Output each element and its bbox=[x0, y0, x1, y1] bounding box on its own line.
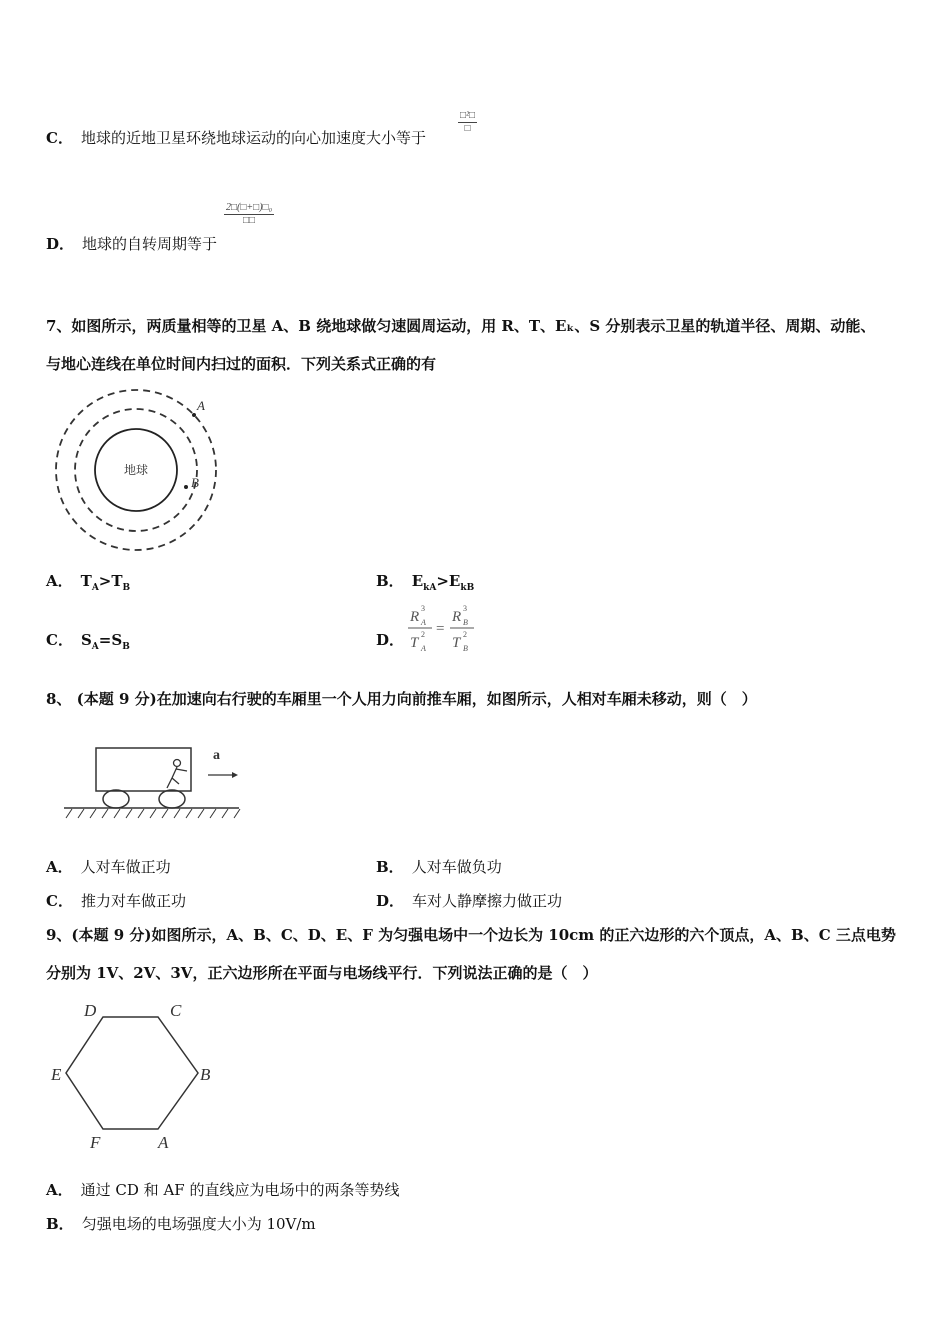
acceleration-label: a bbox=[213, 748, 220, 763]
option-label: D． bbox=[46, 235, 75, 253]
q6-d-fraction bbox=[224, 202, 274, 227]
satellite-a-dot bbox=[192, 413, 196, 417]
q8-cart-figure bbox=[64, 738, 244, 823]
option-text: 人对车做负功 bbox=[411, 858, 502, 876]
operator: > bbox=[436, 572, 449, 590]
option-label: C． bbox=[46, 631, 73, 649]
subscript: B bbox=[122, 642, 130, 652]
option-label: C． bbox=[46, 129, 73, 147]
symbol: S bbox=[80, 631, 92, 649]
vertex-c-label: C bbox=[170, 1001, 182, 1020]
option-label: C． bbox=[46, 892, 73, 910]
vertex-f-label: F bbox=[90, 1133, 101, 1152]
formula-t-b: T bbox=[452, 635, 461, 651]
option-label: D． bbox=[376, 631, 405, 649]
option-text: 通过 CD 和 AF 的直线应为电场中的两条等势线 bbox=[80, 1181, 400, 1199]
q8-option-c bbox=[46, 890, 186, 911]
q9-stem-line2: 分别为 1V、2V、3V，正六边形所在平面与电场线平行．下列说法正确的是（ ） bbox=[46, 964, 598, 982]
operator: = bbox=[98, 631, 112, 649]
option-text: 推力对车做正功 bbox=[80, 892, 186, 910]
option-text: 地球的自转周期等于 bbox=[82, 235, 218, 253]
formula-power: 2 bbox=[421, 630, 425, 639]
operator: > bbox=[98, 572, 112, 590]
q8-option-b bbox=[376, 856, 502, 877]
q8-option-d bbox=[376, 890, 562, 911]
vertex-a-label: A bbox=[158, 1133, 169, 1152]
q7-stem-line1: 7、如图所示，两质量相等的卫星 A、B 绕地球做匀速圆周运动，用 R、T、Eₖ、S 分别表示卫星的轨道半径、周期、动能、 bbox=[46, 317, 876, 335]
ground-hatch bbox=[66, 809, 240, 818]
option-text: 人对车做正功 bbox=[80, 858, 171, 876]
q7-stem-line2: 与地心连线在单位时间内扫过的面积．下列关系式正确的有 bbox=[46, 355, 437, 373]
fraction-numerator: □²□ bbox=[460, 110, 476, 121]
q6-option-c bbox=[46, 127, 426, 148]
fraction-numerator: 2□(□+□)□₀ bbox=[226, 202, 273, 213]
formula-r-a: R bbox=[410, 609, 420, 625]
satellite-b-dot bbox=[184, 485, 188, 489]
subscript: kB bbox=[460, 583, 475, 593]
q6-c-fraction bbox=[458, 110, 477, 135]
option-label: B． bbox=[46, 1215, 74, 1233]
wheel-left bbox=[103, 790, 129, 808]
q7-d-formula bbox=[404, 602, 484, 658]
option-label: A． bbox=[46, 858, 73, 876]
formula-t-a: T bbox=[410, 635, 419, 651]
formula-power: 2 bbox=[463, 630, 467, 639]
satellite-b-label: B bbox=[191, 475, 199, 490]
vertex-e-label: E bbox=[51, 1065, 62, 1084]
q9-hexagon-figure bbox=[48, 998, 223, 1153]
q9-option-a bbox=[46, 1179, 399, 1200]
symbol: S bbox=[111, 631, 123, 649]
q8-stem: 8、 (本题 9 分)在加速向右行驶的车厢里一个人用力向前推车厢，如图所示，人相对车厢未移动，则（ ） bbox=[46, 690, 757, 708]
q7-option-b bbox=[376, 570, 474, 593]
option-text: 匀强电场的电场强度大小为 10V/m bbox=[81, 1215, 316, 1233]
option-text: 地球的近地卫星环绕地球运动的向心加速度大小等于 bbox=[80, 129, 426, 147]
hexagon bbox=[66, 1017, 198, 1129]
fraction-denominator: □ bbox=[464, 123, 471, 134]
q6-option-d bbox=[46, 233, 217, 254]
q9-option-b bbox=[46, 1213, 316, 1234]
formula-r-b: R bbox=[452, 609, 462, 625]
vertex-b-label: B bbox=[200, 1065, 211, 1084]
q8-option-a bbox=[46, 856, 171, 877]
earth-label: 地球 bbox=[123, 463, 149, 477]
wheel-right bbox=[159, 790, 185, 808]
arrow-head-icon bbox=[232, 772, 238, 778]
q7-orbit-figure bbox=[50, 388, 225, 558]
symbol: E bbox=[411, 572, 424, 590]
subscript: A bbox=[91, 583, 99, 593]
formula-sub: B bbox=[463, 644, 468, 653]
subscript: A bbox=[91, 642, 99, 652]
symbol: T bbox=[80, 572, 92, 590]
q9-stem-line1: 9、(本题 9 分)如图所示，A、B、C、D、E、F 为匀强电场中一个边长为 10cm 的正六边形的六个顶点，A、B、C 三点电势 bbox=[46, 926, 896, 944]
formula-power: 3 bbox=[463, 604, 467, 613]
satellite-a-label: A bbox=[197, 398, 205, 413]
formula-sub: B bbox=[463, 618, 468, 627]
option-text: 车对人静摩擦力做正功 bbox=[412, 892, 563, 910]
formula-sub: A bbox=[421, 644, 426, 653]
subscript: kA bbox=[423, 583, 437, 593]
option-label: D． bbox=[376, 892, 405, 910]
formula-power: 3 bbox=[421, 604, 425, 613]
vertex-d-label: D bbox=[84, 1001, 97, 1020]
option-label: B． bbox=[376, 572, 404, 590]
q7-option-c bbox=[46, 629, 130, 652]
subscript: B bbox=[122, 583, 131, 593]
q7-option-a bbox=[46, 570, 130, 593]
fraction-denominator: □□ bbox=[242, 215, 256, 226]
symbol: T bbox=[111, 572, 123, 590]
option-label: A． bbox=[46, 572, 73, 590]
option-label: B． bbox=[376, 858, 404, 876]
option-label: A． bbox=[46, 1181, 73, 1199]
formula-sub: A bbox=[421, 618, 426, 627]
person-icon bbox=[167, 760, 187, 789]
formula-equals: = bbox=[436, 621, 445, 637]
symbol: E bbox=[448, 572, 461, 590]
